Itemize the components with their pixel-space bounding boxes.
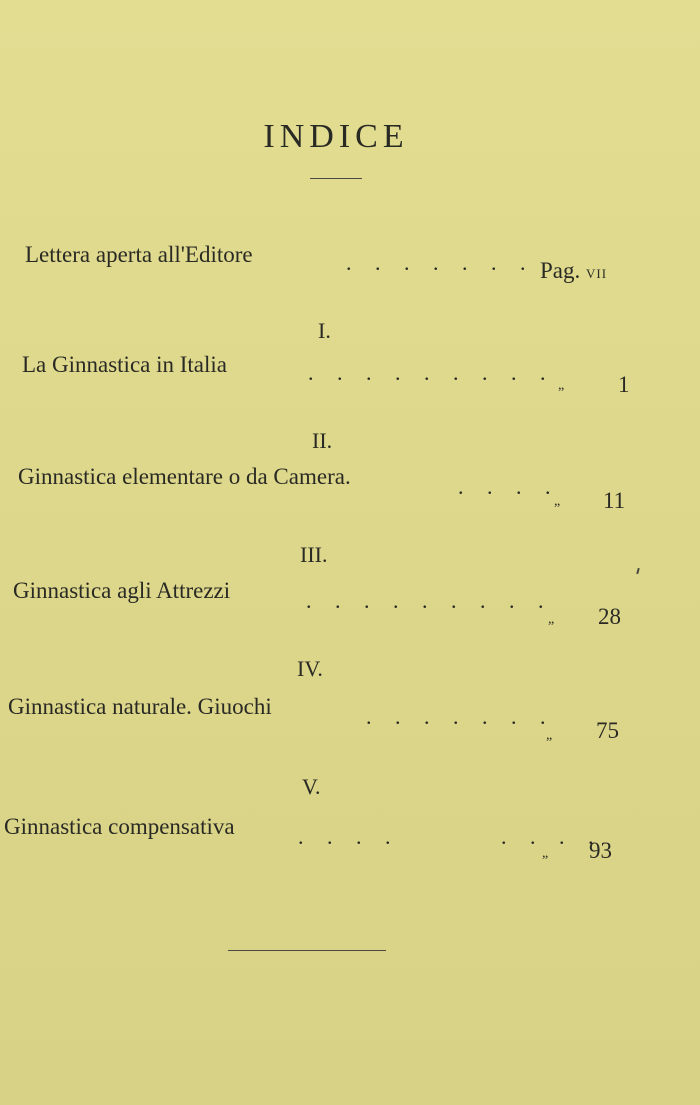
leader-dots: . . . . . . . — [366, 704, 555, 729]
chapter-page-number: 11 — [603, 488, 626, 513]
leader-dots: . . . . . . . . . — [306, 588, 553, 613]
chapter-numeral: III. — [300, 542, 328, 567]
chapter-numeral: IV. — [297, 656, 323, 681]
closing-rule — [228, 950, 386, 951]
ditto-mark: „ — [558, 378, 565, 393]
page-prefix: Pag. — [540, 258, 581, 283]
paper-speck — [636, 568, 639, 574]
chapter-page-number: 1 — [618, 372, 630, 397]
title-rule — [310, 178, 362, 179]
intro-leader-dots: . . . . . . . — [346, 250, 535, 275]
chapter-page-number: 28 — [598, 604, 621, 629]
leader-dots: . . . . . . . . . — [308, 360, 555, 385]
chapter-numeral: II. — [312, 428, 333, 453]
chapter-numeral: V. — [302, 774, 321, 799]
ditto-mark: „ — [542, 846, 549, 861]
leader-dots: . . . . . . . . — [298, 824, 603, 849]
chapter-title: Ginnastica compensativa — [4, 814, 235, 839]
chapter-title: La Ginnastica in Italia — [22, 352, 228, 377]
leader-dots: . . . . — [458, 474, 560, 499]
ditto-mark: „ — [554, 494, 561, 509]
ditto-mark: „ — [548, 612, 555, 627]
chapter-title: Ginnastica naturale. Giuochi — [8, 694, 272, 719]
chapter-title: Ginnastica elementare o da Camera. — [18, 464, 351, 489]
page-title: INDICE — [263, 118, 409, 155]
intro-page-number: vii — [586, 262, 608, 283]
chapter-page-number: 75 — [596, 718, 619, 743]
intro-entry-label: Lettera aperta all'Editore — [25, 242, 253, 267]
chapter-title: Ginnastica agli Attrezzi — [13, 578, 231, 603]
ditto-mark: „ — [546, 728, 553, 743]
chapter-page-number: 93 — [589, 838, 612, 863]
intro-page-ref — [540, 258, 607, 284]
chapter-numeral: I. — [318, 318, 331, 343]
